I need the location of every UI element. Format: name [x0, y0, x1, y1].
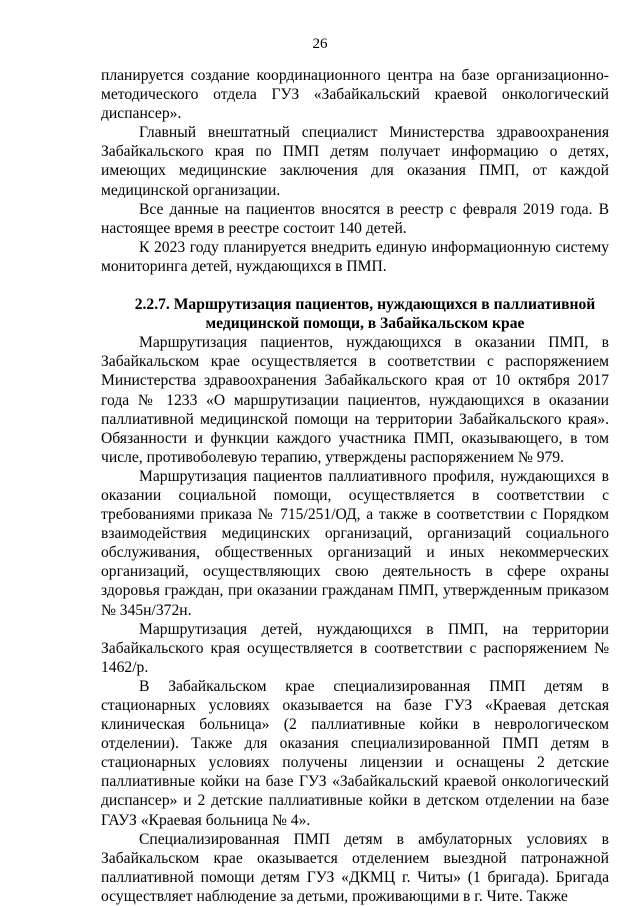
paragraph: планируется создание координационного центра на базе организационно-методического отдела ГУЗ «Забайкальский краевой онкологический диспансер».	[101, 67, 609, 123]
paragraph: Маршрутизация детей, нуждающихся в ПМП, на территории Забайкальского края осуществляется в соответствии с распоряжением № 1462/р.	[101, 620, 609, 676]
paragraph: Специализированная ПМП детям в амбулаторных условиях в Забайкальском крае оказывается отделением выездной патронажной паллиативной помощи детям ГУЗ «ДКМЦ г. Читы» (1 бригада). Бригада осуществляет наблюдение за детьми, проживающими в г. Чите. Также	[101, 830, 609, 905]
paragraph: Главный внештатный специалист Министерства здравоохранения Забайкальского края по ПМП детям получает информацию о детях, имеющих медицинские заключения для оказания ПМП, от каждой медицинской организации.	[101, 124, 609, 199]
section-heading	[101, 295, 609, 333]
section-heading-line: 2.2.7. Маршрутизация пациентов, нуждающихся в паллиативной	[134, 296, 596, 314]
paragraph: В Забайкальском крае специализированная ПМП детям в стационарных условиях оказывается на базе ГУЗ «Краевая детская клиническая больница» (2 паллиативные койки в неврологическом отделении). Также для оказания специализированной ПМП детям в стационарных условиях получены лицензии и оснащены 2 детские паллиативные койки на базе ГУЗ «Забайкальский краевой онкологический диспансер» и 2 детские паллиативные койки в детском отделении на базе ГАУЗ «Краевая больница № 4».	[101, 677, 609, 829]
paragraph: Все данные на пациентов вносятся в реестр с февраля 2019 года. В настоящее время в реестре состоит 140 детей.	[101, 200, 609, 237]
paragraph: Маршрутизация пациентов паллиативного профиля, нуждающихся в оказании социальной помощи, осуществляется в соответствии с требованиями приказа № 715/251/ОД, а также в соответствии с Порядком взаимодействия медицинских организаций, организаций социального обслуживания, общественных организаций и иных некоммерческих организаций, осуществляющих свою деятельность в сфере охраны здоровья граждан, при оказании гражданам ПМП, утвержденным приказом № 345н/372н.	[101, 467, 609, 619]
paragraph: Маршрутизация пациентов, нуждающихся в оказании ПМП, в Забайкальском крае осуществляется в соответствии с распоряжением Министерства здравоохранения Забайкальского края от 10 октября 2017 года № 1233 «О маршрутизации пациентов, нуждающихся в оказании паллиативной медицинской помощи на территории Забайкальского края». Обязанности и функции каждого участника ПМП, оказывающего, в том числе, противоболевую терапию, утверждены распоряжением № 979.	[101, 334, 609, 466]
paragraph: К 2023 году планируется внедрить единую информационную систему мониторинга детей, нуждающихся в ПМП.	[101, 238, 609, 275]
document-body	[101, 66, 609, 906]
page-number: 26	[312, 36, 328, 52]
section-heading-line: медицинской помощи, в Забайкальском крае	[205, 315, 525, 333]
